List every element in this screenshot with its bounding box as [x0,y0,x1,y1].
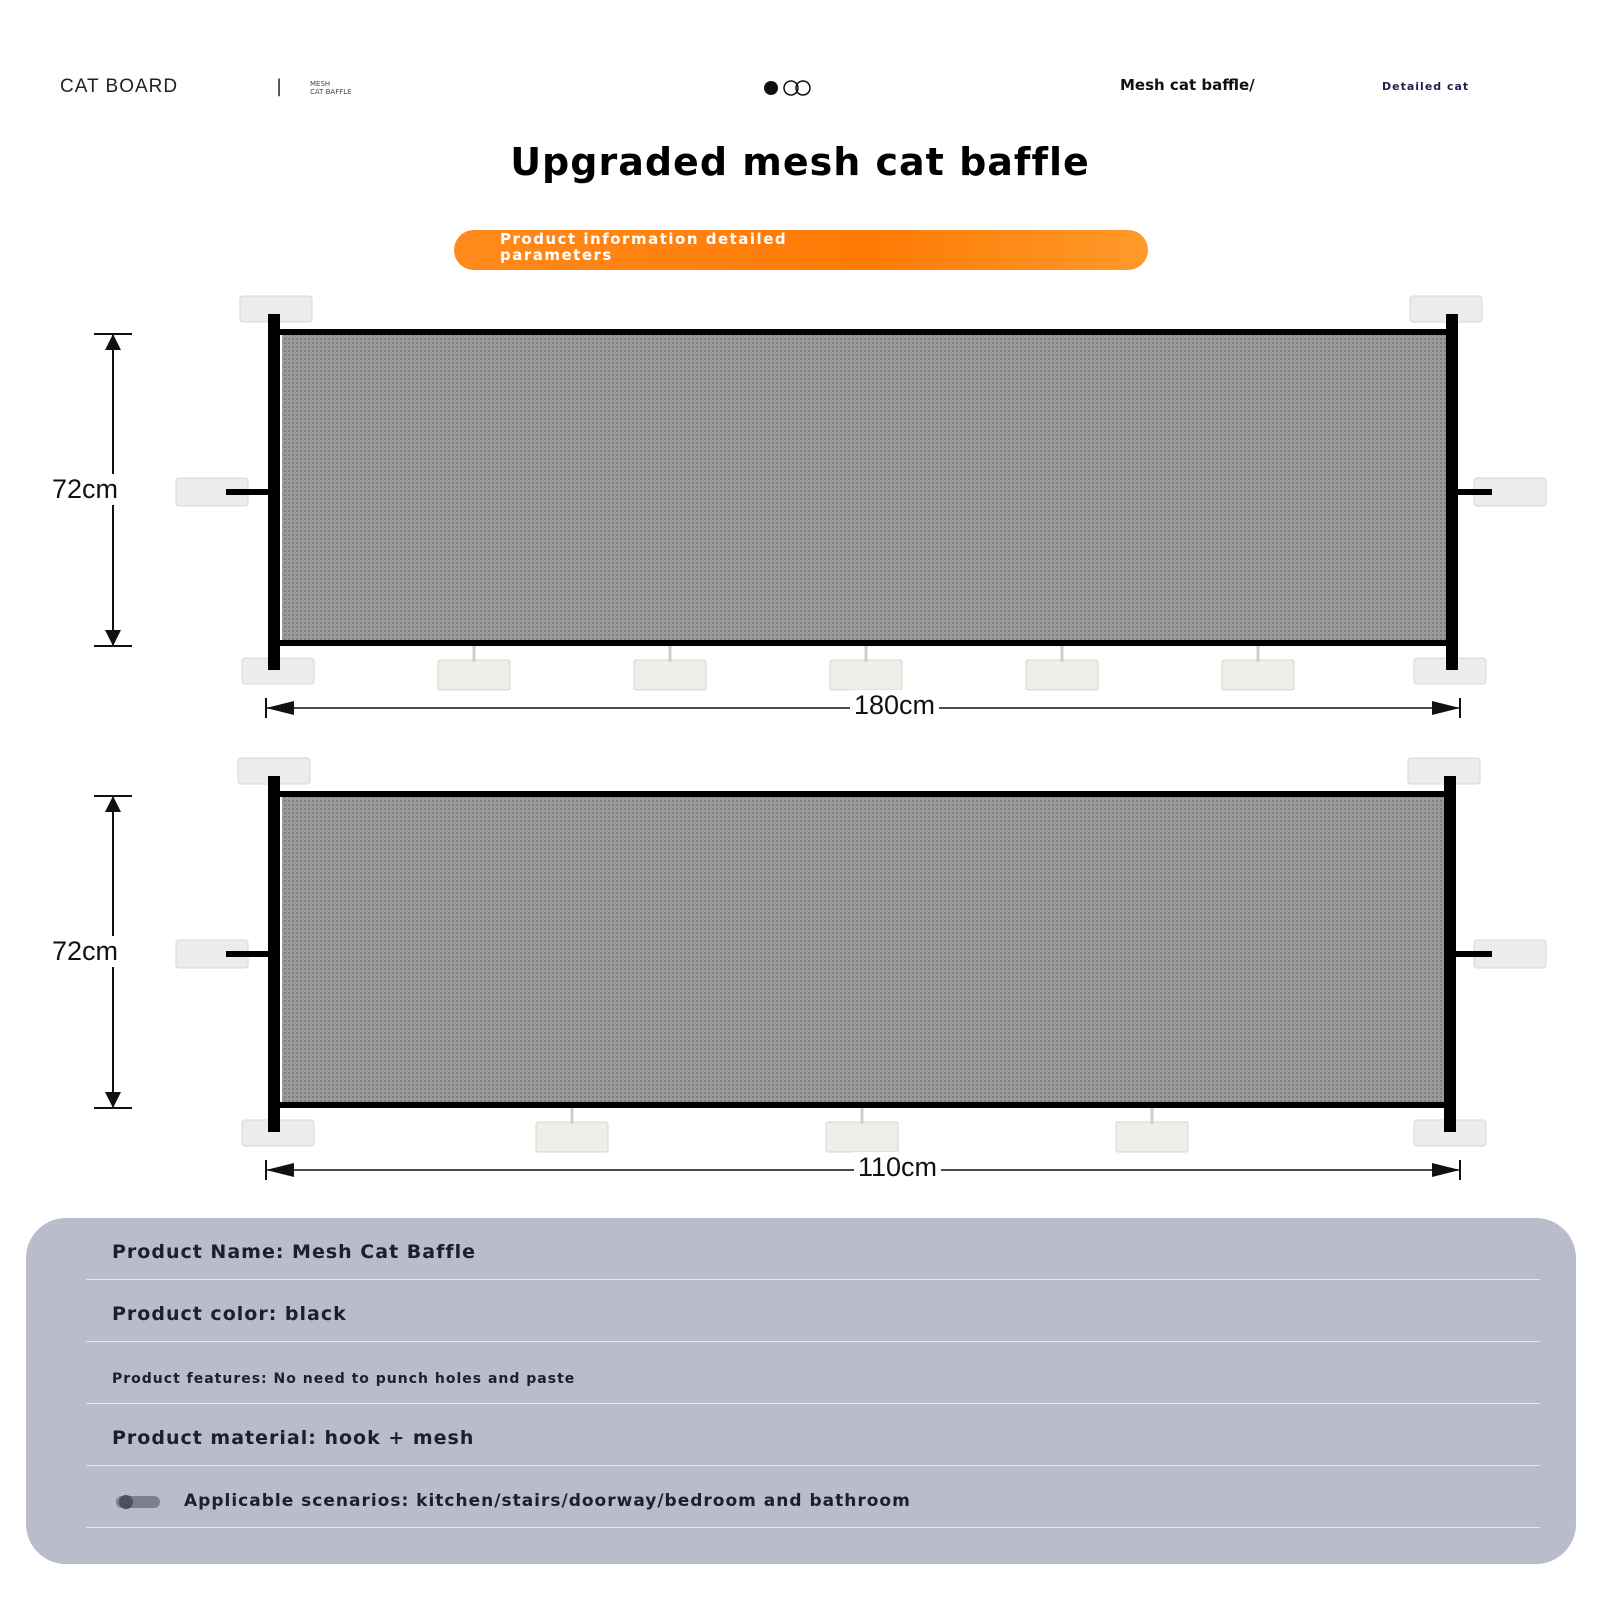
info-banner [454,230,1148,270]
spec-material: Product material: hook + mesh [112,1427,475,1449]
info-banner-line1: Product information detailed [500,230,788,248]
brand-name: CAT BOARD [60,76,179,97]
baffle-drawing-1 [0,290,1600,740]
width-label-2: 110cm [854,1152,941,1183]
spec-name: Product Name: Mesh Cat Baffle [112,1241,476,1263]
width-label-1: 180cm [850,690,939,721]
circles-decoration-icon [763,80,843,96]
page-title: Upgraded mesh cat baffle [510,140,1090,184]
info-banner-line2: parameters [500,246,613,264]
spec-row-scenarios [86,1466,1540,1528]
brand-subtitle-line1: MESH [310,80,331,88]
toggle-icon [116,1495,160,1509]
brand-separator: | [276,76,283,97]
height-label-2: 72cm [48,936,122,967]
baffle-diagram-1 [0,290,1600,740]
spec-color: Product color: black [112,1303,347,1325]
spec-panel [26,1218,1576,1564]
brand-subtitle-line2: CAT BAFFLE [310,88,352,96]
brand-subtitle [310,80,400,96]
spec-features: Product features: No need to punch holes and paste [112,1371,576,1387]
header-right-title: Mesh cat baffle/ [1120,76,1255,94]
spec-row-name [86,1218,1540,1280]
baffle-drawing-2 [0,752,1600,1202]
height-label-1: 72cm [48,474,122,505]
spec-row-color [86,1280,1540,1342]
spec-row-features [86,1342,1540,1404]
baffle-diagram-2 [0,752,1600,1202]
spec-scenarios: Applicable scenarios: kitchen/stairs/doorway/bedroom and bathroom [184,1491,911,1511]
header-right-subtitle: Detailed cat [1382,80,1470,93]
spec-row-material [86,1404,1540,1466]
